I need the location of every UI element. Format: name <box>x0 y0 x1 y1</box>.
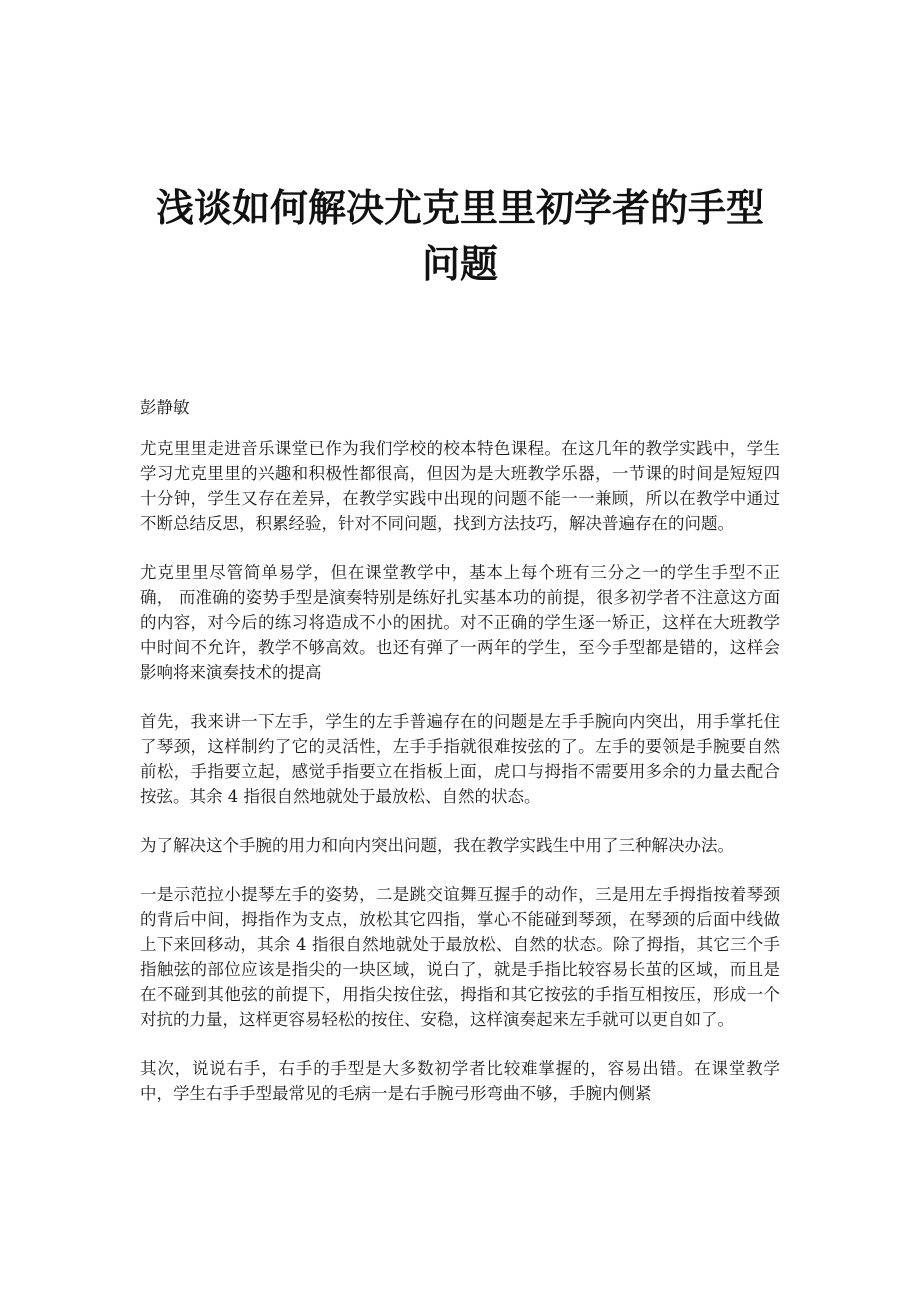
paragraph: 一是示范拉小提琴左手的姿势，二是跳交谊舞互握手的动作，三是用左手拇指按着琴颈的背后中间，拇指作为支点，放松其它四指，掌心不能碰到琴颈，在琴颈的后面中线做上下来回移动，其余 4 指很自然地就处于最放松、自然的状态。除了拇指，其它三个手指触弦的部位应该是指尖的一块区域，说白了，就是手指比较容易长茧的区域，而且是在不碰到其他弦的前提下，用指尖按住弦，拇指和其它按弦的手指互相按压，形成一个对抗的力量，这样更容易轻松的按住、安稳，这样演奏起来左手就可以更自如了。 <box>140 885 780 1029</box>
paragraph: 为了解决这个手腕的用力和向内突出问题，我在教学实践生中用了三种解决办法。 <box>140 836 734 855</box>
document-title: 浅谈如何解决尤克里里初学者的手型问题 <box>155 185 764 286</box>
paragraph: 首先，我来讲一下左手，学生的左手普遍存在的问题是左手手腕向内突出，用手掌托住了琴颈，这样制约了它的灵活性，左手手指就很难按弦的了。左手的要领是手腕要自然前松，手指要立起，感觉手指要立在指板上面，虎口与拇指不需要用多余的力量去配合按弦。其余 4 指很自然地就处于最放松、自然的状态。 <box>140 712 780 806</box>
paragraph: 尤克里里尽管简单易学，但在课堂教学中，基本上每个班有三分之一的学生手型不正确， 而准确的姿势手型是演奏特别是练好扎实基本功的前提，很多初学者不注意这方面的内容，对今后的练习将造成不小的困扰。对不正确的学生逐一矫正，这样在大班教学中时间不允许，教学不够高效。也还有弹了一两年的学生，至今手型都是错的，这样会影响将来演奏技术的提高 <box>140 563 780 682</box>
paragraph: 其次，说说右手，右手的手型是大多数初学者比较难掌握的，容易出错。在课堂教学中，学生右手手型最常见的毛病一是右手腕弓形弯曲不够，手腕内侧紧 <box>140 1059 780 1103</box>
document-body <box>140 436 780 1130</box>
paragraph: 尤克里里走进音乐课堂已作为我们学校的校本特色课程。在这几年的教学实践中，学生学习尤克里里的兴趣和积极性都很高，但因为是大班教学乐器，一节课的时间是短短四十分钟，学生又存在差异，在教学实践中出现的问题不能一一兼顾，所以在教学中通过不断总结反思，积累经验，针对不同问题，找到方法技巧，解决普遍存在的问题。 <box>140 439 780 533</box>
author-name: 彭静敏 <box>140 398 190 417</box>
